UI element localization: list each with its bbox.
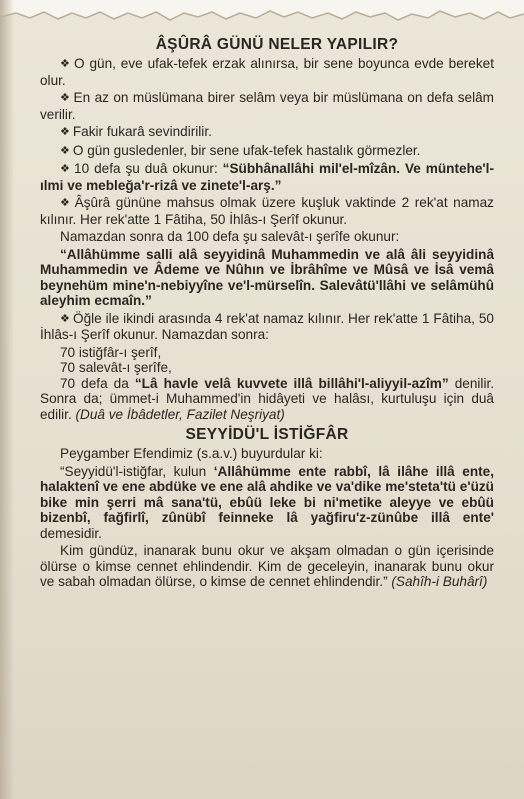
salavat-text: “Allâhümme salli alâ seyyidinâ Muhammedin ve alâ âli seyyidinâ Muhammedin ve Âdeme ve Nûhın ve İbrâhîme ve Mûsâ ve İsâ vemâ beynehüm mine'n-nebiyyîne ve'l-mürselîn. Salevâtü'llâhi ve selâmühû aleyhim ecmaîn.” <box>40 246 494 308</box>
namaz-paragraph: ❖ Âşûrâ gününe mahsus olmak üzere kuşluk vaktinde 2 rek'at namaz kılınır. Her rek'atte 1 Fâtiha, 50 İhlâs-ı Şerîf okunur. <box>40 195 494 227</box>
salavat-intro: Namazdan sonra da 100 defa şu salevât-ı şerîfe okunur: <box>60 229 400 244</box>
dua-text: “Sübhânallâhi mil'el-mîzân. Ve müntehe'l-ılmi ve mebleğa'r-rizâ ve zinete'l-arş.” <box>40 161 494 193</box>
diamond-bullet-icon: ❖ <box>60 58 71 70</box>
source-citation: (Sahîh-i Buhârî) <box>391 574 488 589</box>
namaz2-paragraph: ❖ Öğle ile ikindi arasında 4 rek'at namaz kılınır. Her rek'atte 1 Fâtiha, 50 İhlâs-ı Şerîf okunur. Namazdan sonra: <box>40 310 494 342</box>
section-title: SEYYİDÜ'L İSTİĞFÂR <box>185 426 349 443</box>
list-item: 70 salevât-ı şerîfe, <box>60 360 172 375</box>
diamond-bullet-icon: ❖ <box>60 126 70 138</box>
dua-paragraph: ❖ 10 defa şu duâ okunur: “Sübhânallâhi mil'el-mîzân. Ve müntehe'l-ılmi ve mebleğa'r-rizâ ve zinete'l-arş.” <box>40 161 494 193</box>
list-item: 70 defa da “Lâ havle velâ kuvvete illâ billâhi'l-aliyyil-azîm” denilir. Sonra da; ümmet-i Muhammed'in hidâyeti ve halâsı, kurtuluşu için duâ edilir. (Duâ ve İbâdetler, Fazilet Neşriyat) <box>40 375 495 422</box>
diamond-bullet-icon: ❖ <box>60 144 70 157</box>
item-paragraph: ❖ O gün gusledenler, bir sene ufak-tefek hastalık görmezler. <box>60 142 421 158</box>
diamond-bullet-icon: ❖ <box>60 163 72 175</box>
item-paragraph: ❖ O gün, eve ufak-tefek erzak alınırsa, bir sene boyunca evde bereket olur. <box>40 56 494 88</box>
page-fold-shadow <box>0 0 14 799</box>
article-title: ÂŞÛRÂ GÜNÜ NELER YAPILIR? <box>155 36 399 53</box>
list-item: 70 istiğfâr-ı şerîf, <box>60 344 162 360</box>
torn-paper-edge <box>0 0 524 30</box>
source-citation: (Duâ ve İbâdetler, Fazilet Neşriyat) <box>75 406 285 422</box>
section-intro: Peygamber Efendimiz (s.a.v.) buyurdular ki: <box>60 446 323 461</box>
item-paragraph: ❖ Fakir fukarâ sevindirilir. <box>60 124 212 139</box>
hadith-ending: Kim gündüz, inanarak bunu okur ve akşam olmadan o gün içerisinde ölürse o kimse cennet ehlindendir. Kim de geceleyin, inanarak bunu okur ve sabah olmadan ölürse, o kimse de cennet ehlindendir.” (Sahîh-i Buhârî) <box>40 543 494 589</box>
hadith-quote: “Seyyidü'l-istiğfar, kulun ‘Allâhümme ente rabbî, lâ ilâhe illâ ente, halaktenî ve ene abdüke ve ene alâ ahdike ve va'dike me'steta'tü e'üzü bike min şerri mâ sana'tü, ebûü leke bi ni'metike aleyye ve ebûü bizenbî, fağfirlî, zûnübî feinneke lâ yağfiru'z-zünûbe illâ ente' demesidir. <box>40 463 494 541</box>
diamond-bullet-icon: ❖ <box>60 92 71 104</box>
item-paragraph: ❖ En az on müslümana birer selâm veya bir müslümana on defa selâm verilir. <box>40 90 494 122</box>
diamond-bullet-icon: ❖ <box>60 312 71 325</box>
diamond-bullet-icon: ❖ <box>60 197 72 209</box>
